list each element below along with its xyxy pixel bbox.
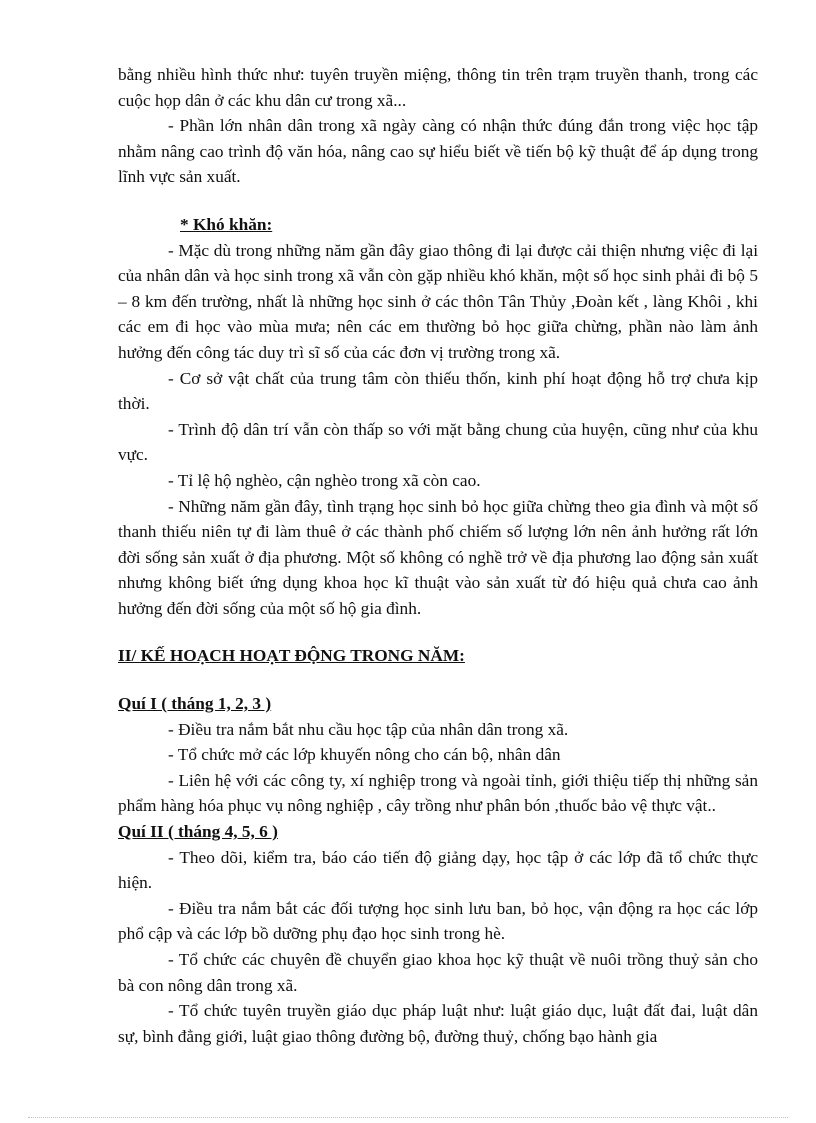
quarter-2-item-3: - Tổ chức các chuyên đề chuyển giao khoa học kỹ thuật về nuôi trồng thuỷ sản cho bà con nông dân trong xã.	[118, 950, 758, 995]
page-bottom-divider	[28, 1117, 788, 1118]
intro-paragraph-2: - Phần lớn nhân dân trong xã ngày càng có nhận thức đúng đắn trong việc học tập nhằm nâng cao trình độ văn hóa, nâng cao sự hiểu biết về tiến bộ kỹ thuật để áp dụng trong lĩnh vực sản xuất.	[118, 116, 758, 187]
document-page	[118, 62, 758, 1049]
difficulty-item-4: - Tỉ lệ hộ nghèo, cận nghèo trong xã còn cao.	[168, 470, 481, 490]
intro-paragraph-1: bằng nhiều hình thức như: tuyên truyền miệng, thông tin trên trạm truyền thanh, trong các cuộc họp dân ở các khu dân cư trong xã...	[118, 65, 758, 110]
quarter-2-item-4: - Tổ chức tuyên truyền giáo dục pháp luật như: luật giáo dục, luật đất đai, luật dân sự, bình đẳng giới, luật giao thông đường bộ, đường thuỷ, chống bạo hành gia	[118, 1001, 758, 1046]
difficulty-item-3: - Trình độ dân trí vẫn còn thấp so với mặt bằng chung của huyện, cũng như của khu vực.	[118, 419, 758, 465]
difficulties-heading: * Khó khăn:	[180, 214, 273, 234]
section-2-heading: II/ KẾ HOẠCH HOẠT ĐỘNG TRONG NĂM:	[118, 646, 465, 666]
quarter-1-item-3: - Liên hệ với các công ty, xí nghiệp trong và ngoài tỉnh, giới thiệu tiếp thị những sản phẩm hàng hóa phục vụ nông nghiệp , cây trồng như phân bón ,thuốc bảo vệ thực vật..	[118, 770, 758, 816]
quarter-2-heading: Quí II ( tháng 4, 5, 6 )	[118, 822, 278, 842]
spacer	[118, 669, 758, 691]
spacer	[118, 621, 758, 643]
spacer	[118, 190, 758, 212]
quarter-2-item-2: - Điều tra nắm bắt các đối tượng học sinh lưu ban, bỏ học, vận động ra học các lớp phổ cập và các lớp bồ dưỡng phụ đạo học sinh trong hè.	[118, 898, 758, 944]
difficulty-item-5: - Những năm gần đây, tình trạng học sinh bỏ học giữa chừng theo gia đình và một số thanh thiếu niên tự đi làm thuê ở các thành phố chiếm số lượng lớn nên ảnh hưởng rất lớn đời sống sản xuất ở địa phương. Một số không có nghề trở về địa phương lao động sản xuất nhưng không biết ứng dụng khoa học kĩ thuật vào sản xuất từ đó hiệu quả chưa cao ảnh hưởng đến đời sống của một số hộ gia đình.	[118, 496, 758, 618]
quarter-1-heading: Quí I ( tháng 1, 2, 3 )	[118, 694, 272, 714]
difficulty-item-1: - Mặc dù trong những năm gần đây giao thông đi lại được cải thiện nhưng việc đi lại của nhân dân và học sinh trong xã vẫn còn gặp nhiều khó khăn, một số học sinh phải đi bộ 5 – 8 km đến trường, nhất là những học sinh ở các thôn Tân Thủy ,Đoàn kết , làng Khôi , khi các em đi học vào mùa mưa; nên các em thường bỏ học giữa chừng, phần nào làm ảnh hưởng đến công tác duy trì sĩ số của các đơn vị trường trong xã.	[118, 240, 758, 362]
quarter-1-item-2: - Tổ chức mở các lớp khuyến nông cho cán bộ, nhân dân	[168, 745, 561, 765]
difficulty-item-2: - Cơ sở vật chất của trung tâm còn thiếu thốn, kinh phí hoạt động hỗ trợ chưa kịp thời.	[118, 368, 758, 414]
quarter-1-item-1: - Điều tra nắm bắt nhu cầu học tập của nhân dân trong xã.	[168, 719, 569, 739]
quarter-2-item-1: - Theo dõi, kiểm tra, báo cáo tiến độ giảng dạy, học tập ở các lớp đã tổ chức thực hiện.	[118, 847, 758, 893]
